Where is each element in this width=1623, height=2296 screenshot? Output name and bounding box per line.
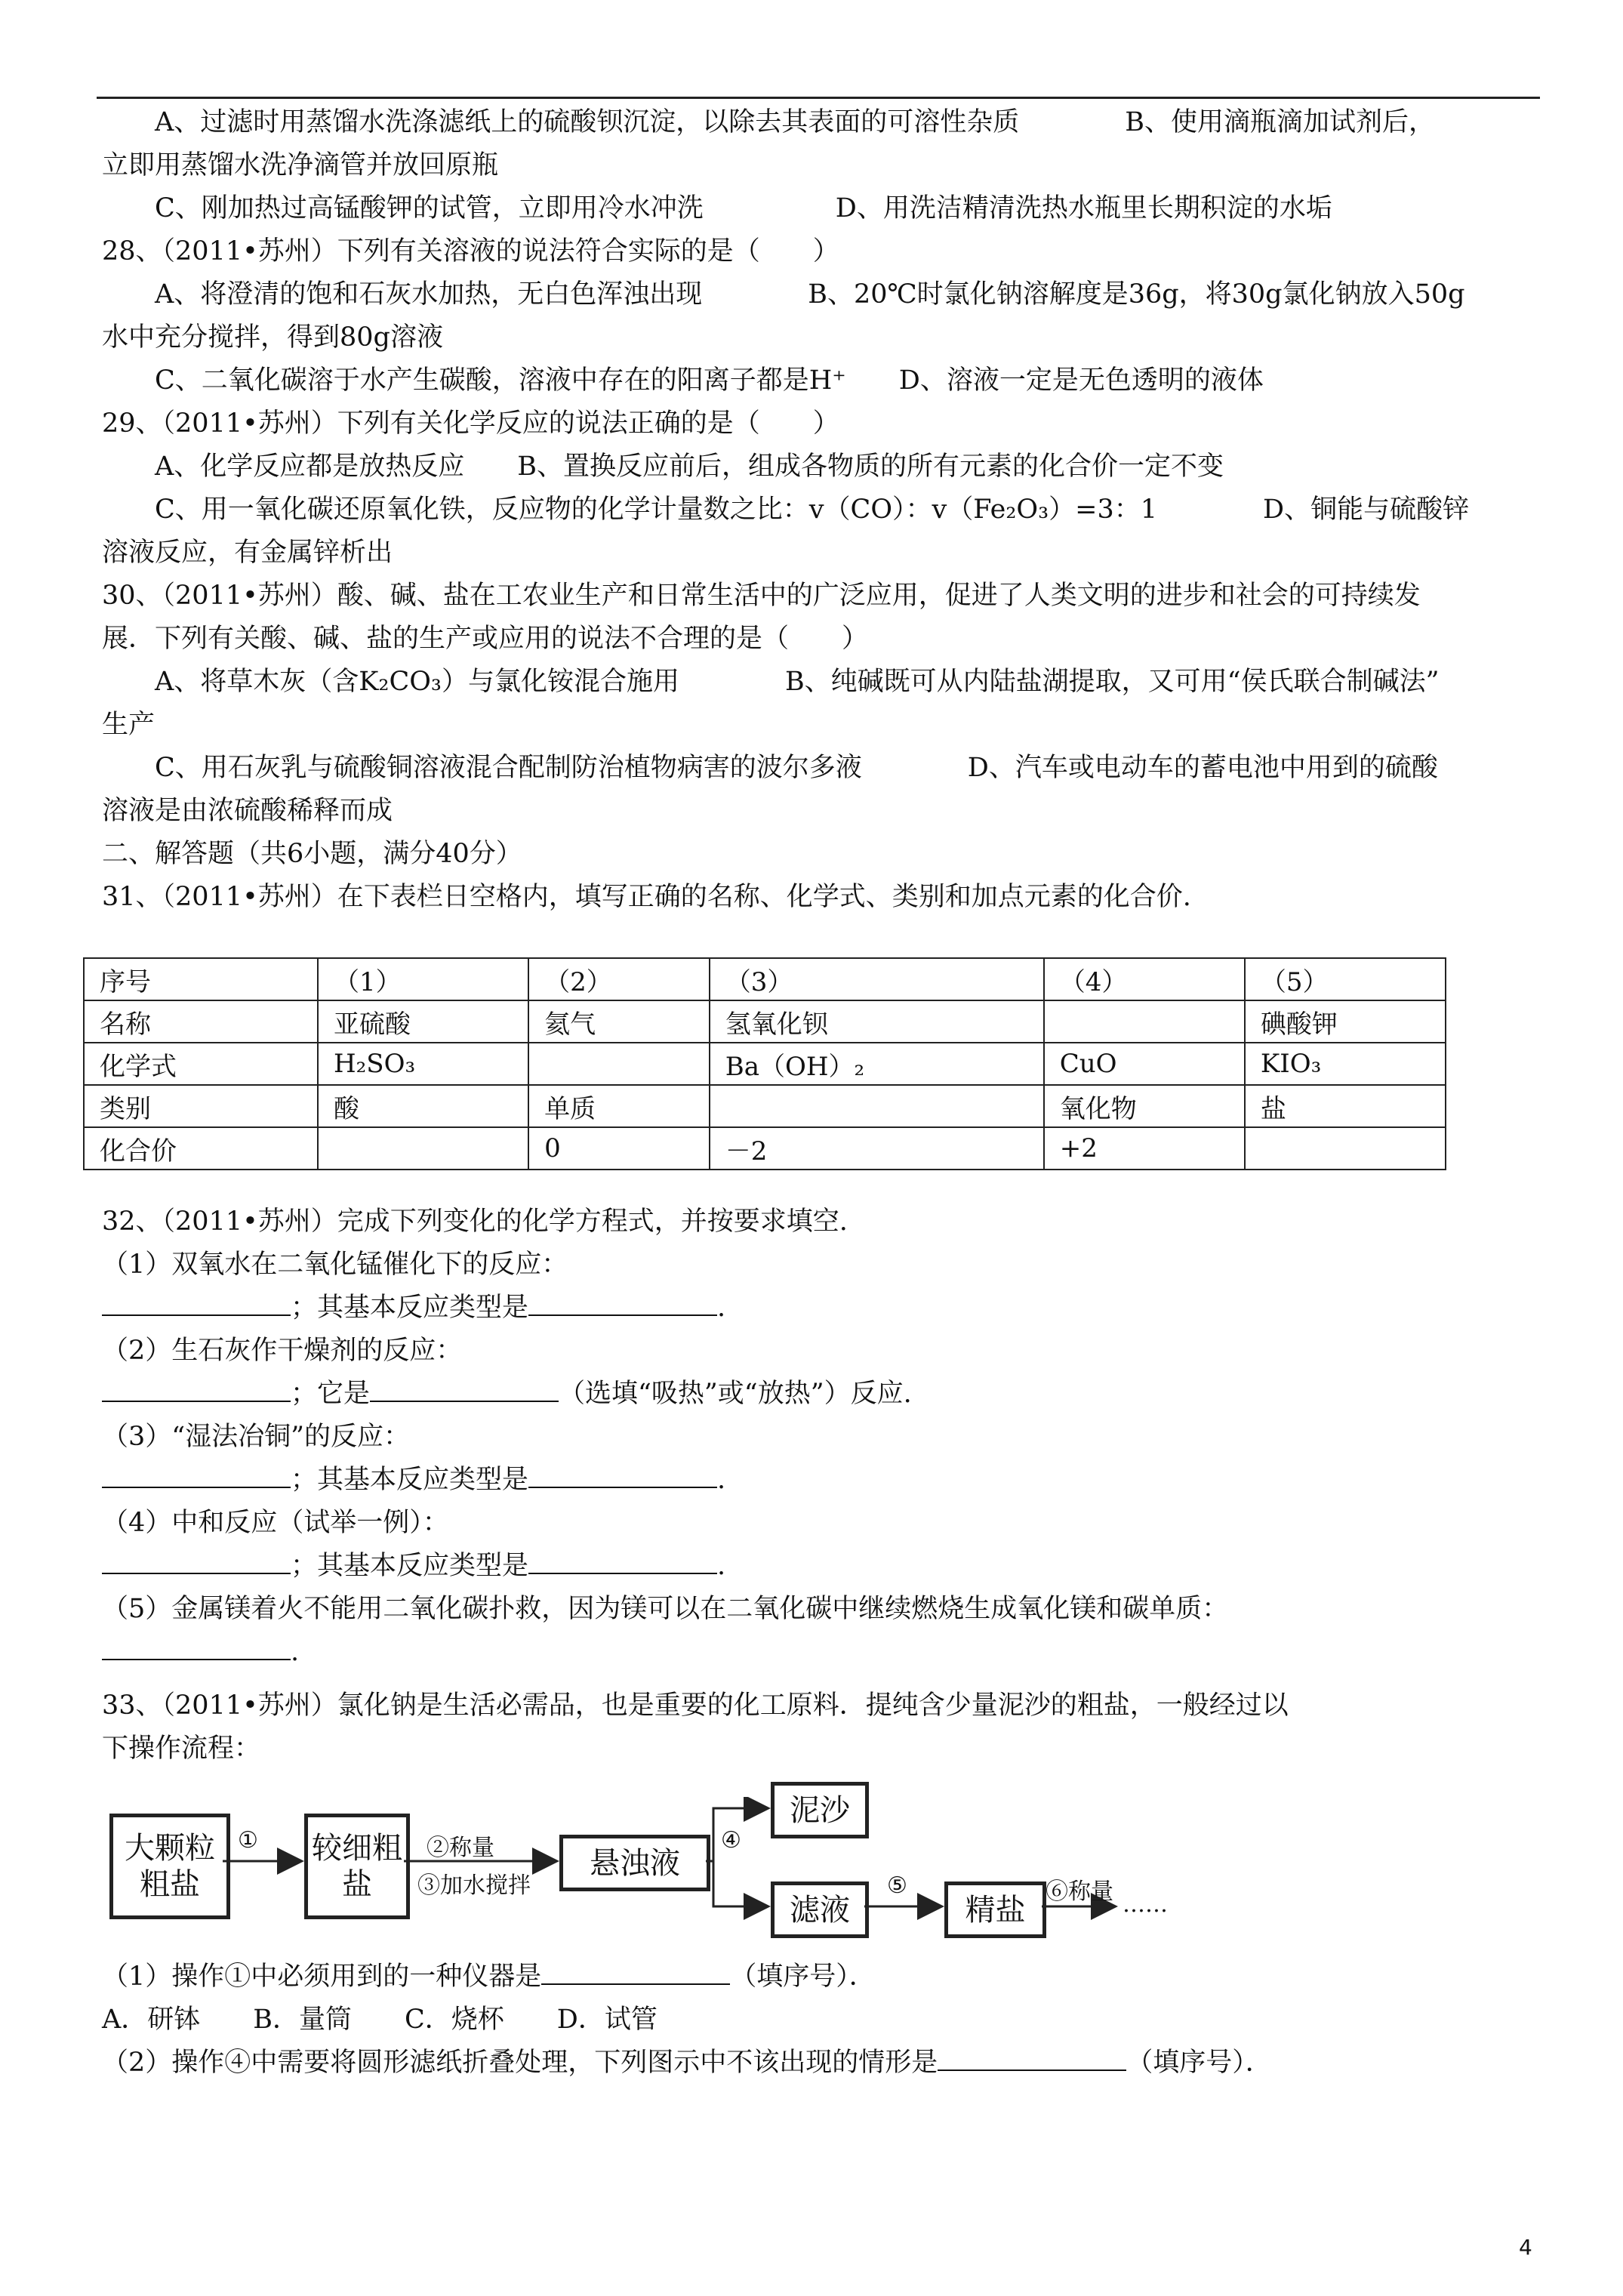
flow-box-suspension: 悬浊液	[559, 1835, 710, 1891]
answer-blank[interactable]	[370, 1378, 559, 1402]
table-cell: 酸	[318, 1085, 528, 1127]
table-cell: H₂SO₃	[318, 1043, 528, 1085]
answer-blank[interactable]	[938, 2047, 1126, 2071]
flow-box-refined-salt: 精盐	[944, 1881, 1046, 1938]
q32-answer4: ；其基本反应类型是 .	[102, 1549, 725, 1583]
flow-step-2: ②称量	[427, 1835, 494, 1861]
flow-box-coarse-salt: 大颗粒粗盐	[109, 1814, 230, 1919]
flow-box-filtrate: 滤液	[771, 1881, 869, 1938]
text-line: 水中充分搅拌，得到80g溶液	[102, 322, 443, 353]
flow-box-sand: 泥沙	[771, 1782, 869, 1838]
header-rule	[97, 97, 1540, 99]
q32-answer5: .	[102, 1635, 299, 1669]
table-cell: 0	[528, 1127, 710, 1170]
flow-continuation: ……	[1123, 1891, 1168, 1918]
table-cell: 单质	[528, 1085, 710, 1127]
text-line: 二、解答题（共6小题，满分40分）	[102, 839, 522, 869]
table-cell: 化合价	[84, 1127, 318, 1170]
table-cell: 亚硫酸	[318, 1000, 528, 1043]
table-cell: （5）	[1245, 958, 1446, 1000]
table-row	[84, 1127, 1446, 1170]
q32-part4: （4）中和反应（试举一例）：	[102, 1508, 449, 1538]
page-number: 4	[1519, 2235, 1532, 2260]
table-cell[interactable]	[1044, 1000, 1245, 1043]
table-row	[84, 1000, 1446, 1043]
flow-step-5: ⑤	[887, 1872, 907, 1899]
table-cell[interactable]	[318, 1127, 528, 1170]
table-cell: CuO	[1044, 1043, 1245, 1085]
text-line: 30、（2011•苏州）酸、碱、盐在工农业生产和日常生活中的广泛应用，促进了人类文明的进步和社会的可持续发	[102, 581, 1421, 611]
text-line: 31、（2011•苏州）在下表栏日空格内，填写正确的名称、化学式、类别和加点元素的化合价.	[102, 882, 1191, 912]
table-cell: 名称	[84, 1000, 318, 1043]
text-line: 立即用蒸馏水洗净滴管并放回原瓶	[102, 150, 499, 180]
q32-part2: （2）生石灰作干燥剂的反应：	[102, 1336, 463, 1366]
table-cell: Ba（OH）₂	[710, 1043, 1044, 1085]
table-cell: 类别	[84, 1085, 318, 1127]
answer-blank[interactable]	[102, 1378, 291, 1402]
flow-step-4: ④	[721, 1827, 741, 1854]
text-line: 溶液是由浓硫酸稀释而成	[102, 796, 393, 826]
text-line: A、过滤时用蒸馏水洗涤滤纸上的硫酸钡沉淀，以除去其表面的可溶性杂质 B、使用滴瓶滴加试剂后，	[155, 107, 1436, 137]
answer-blank[interactable]	[528, 1292, 717, 1316]
text-line: A、将草木灰（含K₂CO₃）与氯化铵混合施用 B、纯碱既可从内陆盐湖提取，又可用“侯氏联合制碱法”	[155, 667, 1440, 697]
text-line: C、刚加热过高锰酸钾的试管，立即用冷水冲洗 D、用洗洁精清洗热水瓶里长期积淀的水垢	[155, 193, 1332, 223]
answer-blank[interactable]	[102, 1292, 291, 1316]
text-line: C、用石灰乳与硫酸铜溶液混合配制防治植物病害的波尔多液 D、汽车或电动车的蓄电池中用到的硫酸	[155, 753, 1438, 783]
flow-step-3: ③加水搅拌	[417, 1872, 531, 1899]
answer-blank[interactable]	[528, 1550, 717, 1574]
flow-box-finer-salt: 较细粗盐	[304, 1814, 410, 1919]
answer-blank[interactable]	[528, 1464, 717, 1488]
q33-line1: 33、（2011•苏州）氯化钠是生活必需品，也是重要的化工原料．提纯含少量泥沙的粗盐，一般经过以	[102, 1690, 1289, 1721]
q32-part1: （1）双氧水在二氧化锰催化下的反应：	[102, 1250, 568, 1280]
q32-part5: （5）金属镁着火不能用二氧化碳扑救，因为镁可以在二氧化碳中继续燃烧生成氧化镁和碳单质：	[102, 1594, 1229, 1624]
table-row	[84, 958, 1446, 1000]
table-cell: （3）	[710, 958, 1044, 1000]
table-cell: 氦气	[528, 1000, 710, 1043]
table-cell: +2	[1044, 1127, 1245, 1170]
table-cell: －2	[710, 1127, 1044, 1170]
table-cell: 序号	[84, 958, 318, 1000]
table-cell: KIO₃	[1245, 1043, 1446, 1085]
flow-step-6: ⑥称量	[1046, 1878, 1113, 1905]
table-cell: 氧化物	[1044, 1085, 1245, 1127]
table-cell: 碘酸钾	[1245, 1000, 1446, 1043]
table-cell: （1）	[318, 958, 528, 1000]
flow-step-1: ①	[238, 1827, 258, 1854]
q33-line2: 下操作流程：	[102, 1734, 261, 1764]
text-line: 生产	[102, 710, 156, 740]
q33-sub1: （1）操作①中必须用到的一种仪器是 （填序号）．	[102, 1962, 876, 1992]
q32-title: 32、（2011•苏州）完成下列变化的化学方程式，并按要求填空.	[102, 1207, 848, 1237]
salt-purification-flowchart	[102, 1792, 1212, 1948]
q32-part3: （3）“湿法冶铜”的反应：	[102, 1422, 411, 1452]
q33-sub2: （2）操作④中需要将圆形滤纸折叠处理，下列图示中不该出现的情形是 （填序号）．	[102, 2048, 1272, 2078]
table-cell[interactable]	[710, 1085, 1044, 1127]
table-cell[interactable]	[1245, 1127, 1446, 1170]
question-31-table	[83, 957, 1446, 1170]
table-cell[interactable]	[528, 1043, 710, 1085]
text-line: 29、（2011•苏州）下列有关化学反应的说法正确的是（ ）	[102, 408, 839, 439]
table-cell: 化学式	[84, 1043, 318, 1085]
answer-blank[interactable]	[102, 1636, 291, 1660]
table-row	[84, 1043, 1446, 1085]
table-cell: 氢氧化钡	[710, 1000, 1044, 1043]
text-line: 溶液反应，有金属锌析出	[102, 538, 393, 568]
q32-answer2: ；它是 （选填“吸热”或“放热”）反应.	[102, 1377, 912, 1410]
table-row	[84, 1085, 1446, 1127]
table-cell: （4）	[1044, 958, 1245, 1000]
text-line: A、化学反应都是放热反应 B、置换反应前后，组成各物质的所有元素的化合价一定不变	[155, 451, 1224, 482]
answer-blank[interactable]	[541, 1961, 730, 1985]
text-line: C、用一氧化碳还原氧化铁，反应物的化学计量数之比：v（CO）：v（Fe₂O₃）=3：1 D、铜能与硫酸锌	[155, 495, 1470, 525]
table-cell: （2）	[528, 958, 710, 1000]
text-line: 28、（2011•苏州）下列有关溶液的说法符合实际的是（ ）	[102, 236, 839, 267]
q32-answer1: ；其基本反应类型是 .	[102, 1291, 725, 1324]
answer-blank[interactable]	[102, 1464, 291, 1488]
text-line: A、将澄清的饱和石灰水加热，无白色浑浊出现 B、20℃时氯化钠溶解度是36g，将30g氯化钠放入50g	[155, 279, 1465, 310]
text-line: 展．下列有关酸、碱、盐的生产或应用的说法不合理的是（ ）	[102, 624, 869, 654]
q33-options: A．研钵 B．量筒 C．烧杯 D．试管	[102, 2005, 658, 2035]
q32-answer3: ；其基本反应类型是 .	[102, 1463, 725, 1496]
answer-blank[interactable]	[102, 1550, 291, 1574]
text-line: C、二氧化碳溶于水产生碳酸，溶液中存在的阳离子都是H⁺ D、溶液一定是无色透明的液体	[155, 365, 1264, 396]
table-cell: 盐	[1245, 1085, 1446, 1127]
